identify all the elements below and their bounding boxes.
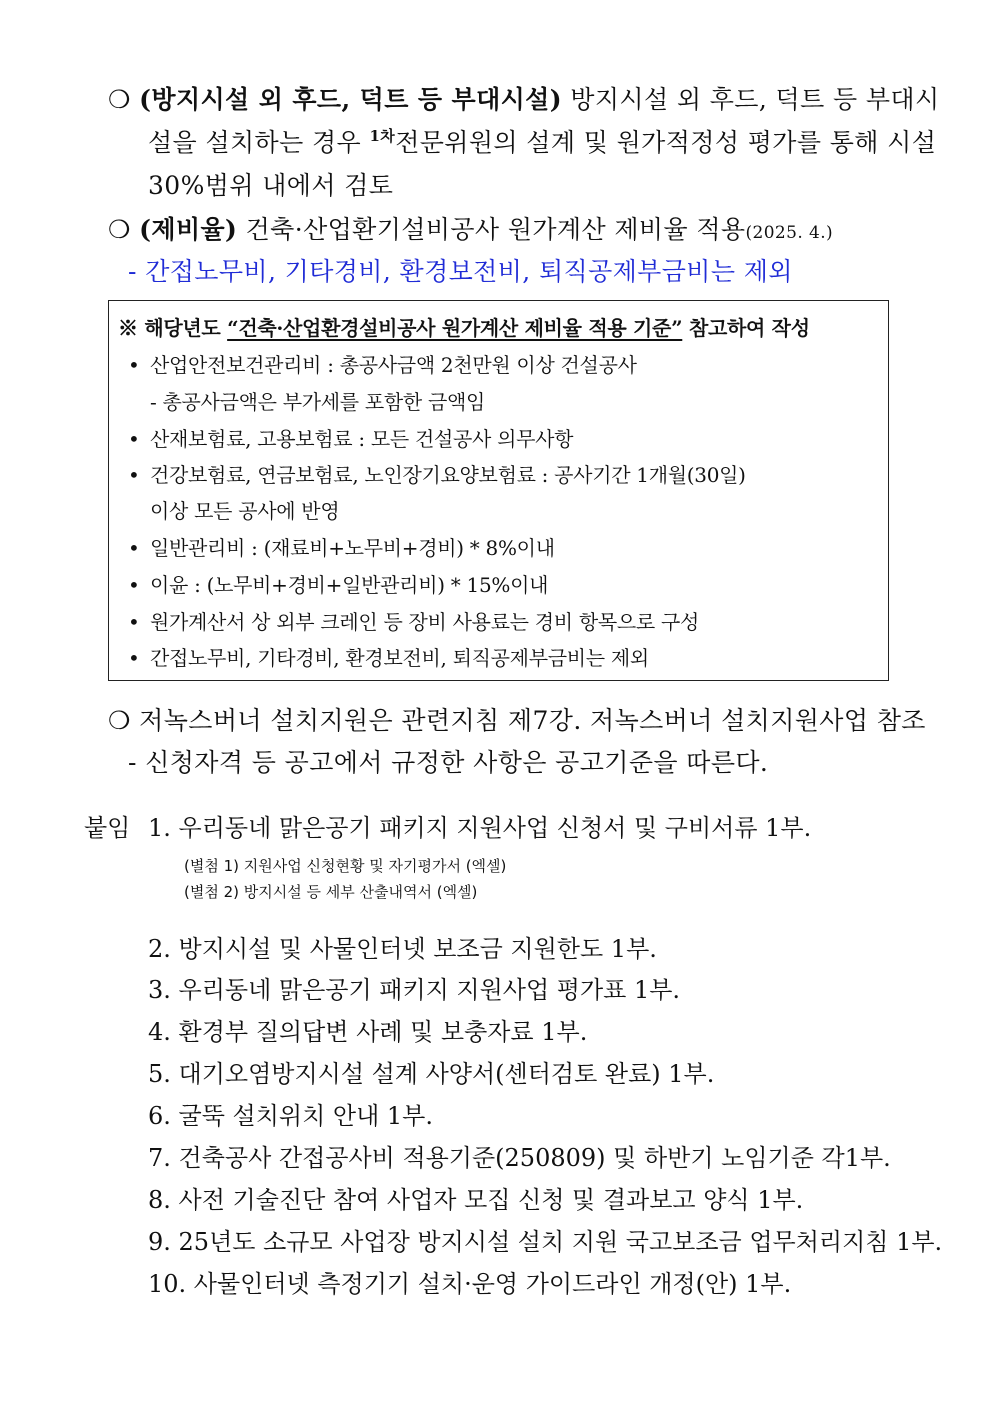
- bullet-dot-icon: •: [128, 646, 140, 670]
- attachment-item: 4. 환경부 질의답변 사례 및 보충자료 1부.: [148, 1018, 588, 1046]
- notice-line: [128, 606, 699, 635]
- bullet-dot-icon: •: [128, 536, 140, 560]
- attachments-label: 붙임: [84, 814, 131, 842]
- attachment-item: 10. 사물인터넷 측정기기 설치·운영 가이드라인 개정(안) 1부.: [148, 1270, 792, 1298]
- notice-line-text: 산업안전보건관리비 : 총공사금액 2천만원 이상 건설공사: [150, 353, 637, 377]
- bullet-dot-icon: •: [128, 573, 140, 597]
- attachment-item: 2. 방지시설 및 사물인터넷 보조금 지원한도 1부.: [148, 935, 657, 963]
- hood-item-line2: [148, 123, 936, 159]
- notice-line: - 총공사금액은 부가세를 포함한 금액임: [150, 390, 486, 414]
- superscript-1cha: 1차: [369, 127, 396, 145]
- notice-line-text: 일반관리비 : (재료비+노무비+경비) * 8%이내: [150, 536, 555, 560]
- attachment-item: 8. 사전 기술진단 참여 사업자 모집 신청 및 결과보고 양식 1부.: [148, 1186, 804, 1214]
- burner-item-line: [108, 701, 926, 737]
- burner-item-sub: - 신청자격 등 공고에서 규정한 사항은 공고기준을 따른다.: [128, 748, 769, 777]
- circle-bullet-icon: ❍: [108, 85, 131, 114]
- notice-box-header: [118, 312, 810, 341]
- notice-line-text: 간접노무비, 기타경비, 환경보전비, 퇴직공제부금비는 제외: [150, 646, 649, 670]
- notice-line-text: 원가계산서 상 외부 크레인 등 장비 사용료는 경비 항목으로 구성: [150, 610, 700, 634]
- attachment-item: 7. 건축공사 간접공사비 적용기준(250809) 및 하반기 노임기준 각1부.: [148, 1144, 891, 1172]
- bullet-dot-icon: •: [128, 427, 140, 451]
- attachment-sub-item: (별첨 1) 지원사업 신청현황 및 자기평가서 (엑셀): [184, 857, 507, 875]
- hood-item-line1: [108, 80, 940, 116]
- notice-line: [128, 349, 637, 378]
- attachment-item: 1. 우리동네 맑은공기 패키지 지원사업 신청서 및 구비서류 1부.: [148, 814, 812, 842]
- hood-item-line3: 30%범위 내에서 검토: [148, 171, 394, 200]
- notice-box-pre: 해당년도: [144, 316, 228, 340]
- notice-box-post: 참고하여 작성: [682, 316, 810, 340]
- rate-item-line: [108, 210, 833, 246]
- notice-line: [128, 459, 746, 488]
- circle-bullet-icon: ❍: [108, 706, 131, 735]
- notice-line: [128, 423, 573, 452]
- rate-item-sub: - 간접노무비, 기타경비, 환경보전비, 퇴직공제부금비는 제외: [128, 257, 793, 286]
- rate-item-title: (제비율): [139, 215, 238, 244]
- notice-line-text: 건강보험료, 연금보험료, 노인장기요양보험료 : 공사기간 1개월(30일): [150, 463, 746, 487]
- attachment-sub-item: (별첨 2) 방지시설 등 세부 산출내역서 (엑셀): [184, 883, 478, 901]
- hood-item-text: 방지시설 외 후드, 덕트 등 부대시: [561, 85, 940, 114]
- hood-item-line2-post: 전문위원의 설계 및 원가적정성 평가를 통해 시설: [395, 128, 937, 157]
- notice-line-text: 이윤 : (노무비+경비+일반관리비) * 15%이내: [150, 573, 549, 597]
- notice-box-title: “건축·산업환경설비공사 원가계산 제비율 적용 기준”: [227, 316, 683, 340]
- notice-line: 이상 모든 공사에 반영: [150, 499, 340, 523]
- notice-line: [128, 569, 548, 598]
- burner-item-text: 저녹스버너 설치지원은 관련지침 제7강. 저녹스버너 설치지원사업 참조: [139, 706, 926, 735]
- bullet-dot-icon: •: [128, 463, 140, 487]
- notice-line: [128, 642, 649, 671]
- attachment-item: 9. 25년도 소규모 사업장 방지시설 설치 지원 국고보조금 업무처리지침 1부.: [148, 1228, 943, 1256]
- notice-line-text: 산재보험료, 고용보험료 : 모든 건설공사 의무사항: [150, 427, 574, 451]
- attachment-item: 3. 우리동네 맑은공기 패키지 지원사업 평가표 1부.: [148, 976, 681, 1004]
- hood-item-line2-pre: 설을 설치하는 경우: [148, 128, 370, 157]
- bullet-dot-icon: •: [128, 610, 140, 634]
- rate-item-text: 건축·산업환기설비공사 원가계산 제비율 적용: [237, 215, 746, 244]
- hood-item-title: (방지시설 외 후드, 덕트 등 부대시설): [139, 85, 562, 114]
- attachment-item: 5. 대기오염방지시설 설계 사양서(센터검토 완료) 1부.: [148, 1060, 715, 1088]
- reference-mark-icon: ※: [118, 316, 138, 340]
- notice-line: [128, 532, 555, 561]
- attachment-item: 6. 굴뚝 설치위치 안내 1부.: [148, 1102, 433, 1130]
- bullet-dot-icon: •: [128, 353, 140, 377]
- rate-item-date: (2025. 4.): [745, 223, 834, 243]
- circle-bullet-icon: ❍: [108, 215, 131, 244]
